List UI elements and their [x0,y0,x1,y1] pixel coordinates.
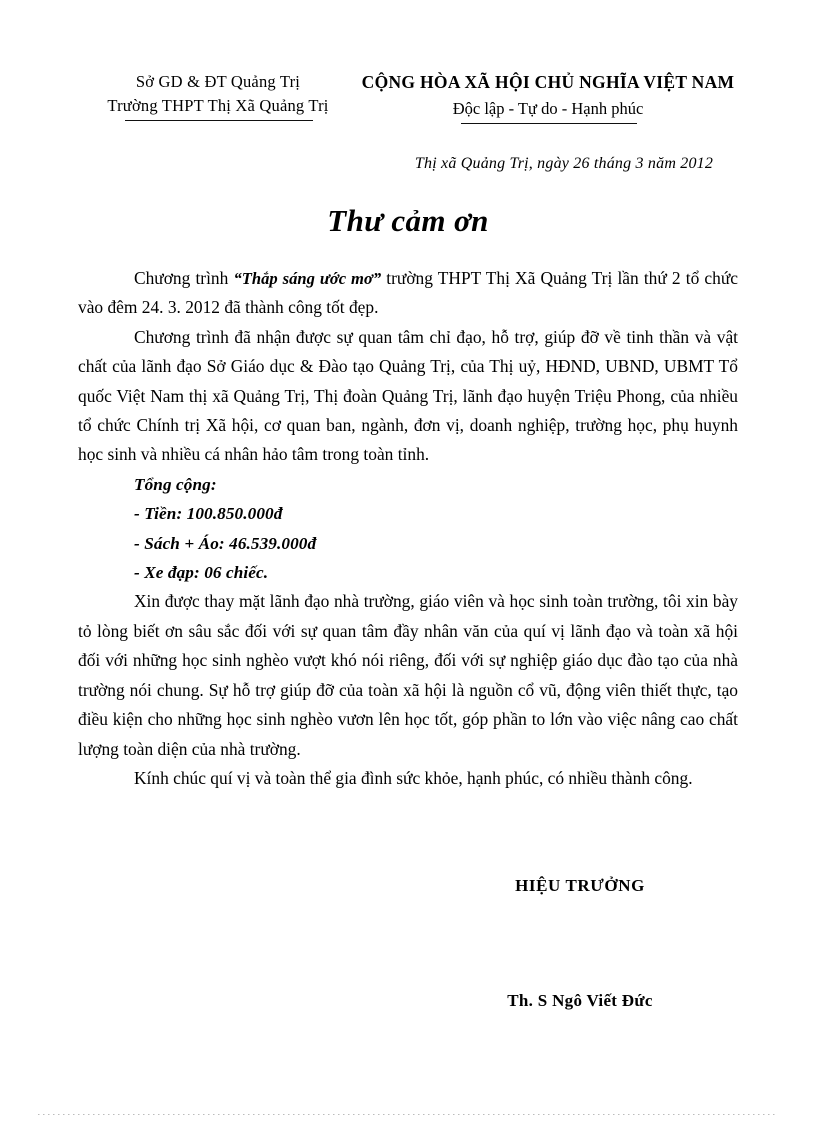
totals-item-books-clothes: - Sách + Áo: 46.539.000đ [134,533,317,553]
place-and-date: Thị xã Quảng Trị, ngày 26 tháng 3 năm 2012 [414,155,714,172]
paragraph-2: Chương trình đã nhận được sự quan tâm chỉ đạo, hỗ trợ, giúp đỡ về tinh thần và vật chất của lãnh đạo Sở Giáo dục & Đào tạo Quảng Trị, của Thị uỷ, HĐND, UBND, UBMT Tổ quốc Việt Nam thị xã Quảng Trị, Thị đoàn Quảng Trị, lãnh đạo huyện Triệu Phong, của nhiều tổ chức Chính trị Xã hội, cơ quan ban, ngành, đơn vị, doanh nghiệp, trường học, phụ huynh học sinh và nhiều cá nhân hảo tâm trong toàn tỉnh. [78,326,738,465]
letter-body [78,264,738,793]
totals-heading: Tổng cộng: [134,474,217,494]
paragraph-4: Kính chúc quí vị và toàn thể gia đình sức khỏe, hạnh phúc, có nhiều thành công. [134,767,693,788]
issuing-organization [78,70,358,118]
totals-item-money: - Tiền: 100.850.000đ [134,504,283,524]
signatory-name: Th. S Ngô Viết Đức [507,991,653,1010]
program-name: “Thắp sáng ước mơ” [233,269,382,288]
national-heading [358,70,738,122]
totals-list [78,470,738,588]
national-motto: Độc lập - Tự do - Hạnh phúc [453,97,644,121]
paragraph-3: Xin được thay mặt lãnh đạo nhà trường, giáo viên và học sinh toàn trường, tôi xin bày tỏ lòng biết ơn sâu sắc đối với sự quan tâm đầy nhân văn của quí vị lãnh đạo và toàn xã hội đối với những học sinh nghèo vượt khó nói riêng, đối với sự nghiệp giáo dục đào tạo của nhà trường nói chung. Sự hỗ trợ giúp đỡ của toàn xã hội là nguồn cổ vũ, động viên thiết thực, tạo điều kiện cho những học sinh nghèo vươn lên học tốt, góp phần to lớn vào việc nâng cao chất lượng toàn diện của nhà trường. [78,591,738,759]
scan-artifact-line [38,1114,778,1115]
paragraph-1-text-before: Chương trình [134,268,234,288]
paragraph-1 [78,264,738,323]
totals-item-bicycles: - Xe đạp: 06 chiếc. [134,563,269,583]
document-title: Thư cảm ơn [327,203,489,238]
school-name: Trường THPT Thị Xã Quảng Trị [107,94,328,118]
letterhead [78,70,738,122]
country-name: CỘNG HÒA XÃ HỘI CHỦ NGHĨA VIỆT NAM [361,72,735,92]
signatory-role: HIỆU TRƯỞNG [515,876,645,895]
paragraph-1-text-after: trường THPT Thị Xã Quảng Trị lần thứ 2 tổ chức vào đêm 24. 3. 2012 đã thành công tốt đẹp. [78,268,738,318]
department-name: Sở GD & ĐT Quảng Trị [135,72,301,91]
